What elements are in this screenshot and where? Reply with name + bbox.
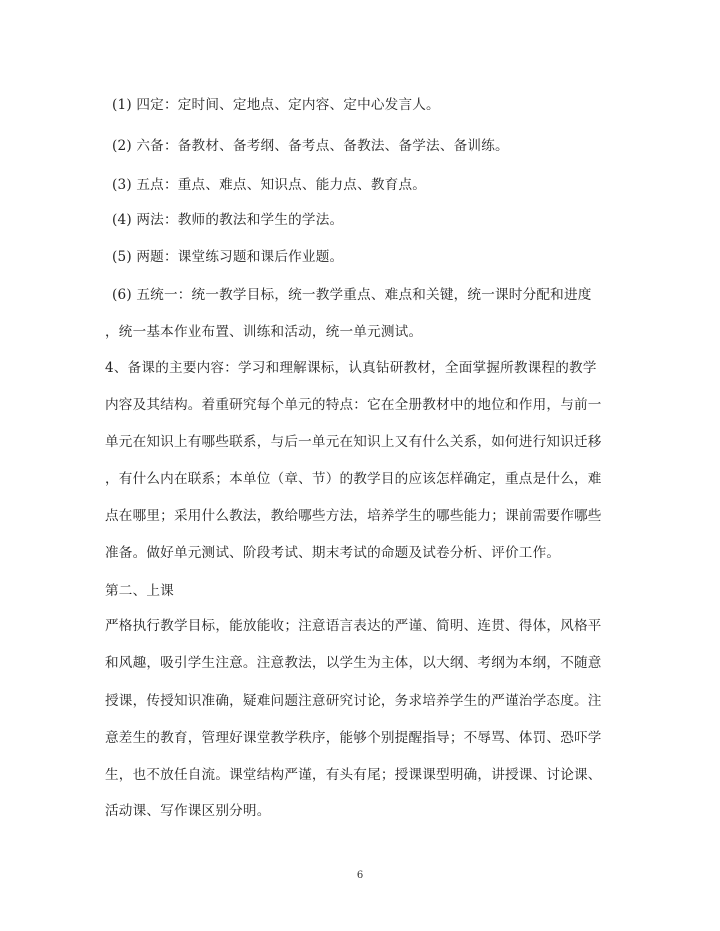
section-2-line: 和风趣，吸引学生注意。注意教法，以学生为主体，以大纲、考纲为本纲，不随意: [105, 655, 602, 671]
section-4-line: 4、备课的主要内容：学习和理解课标，认真钻研教材，全面掌握所教课程的教学: [105, 360, 597, 376]
list-item-1: (1) 四定：定时间、定地点、定内容、定中心发言人。: [112, 97, 440, 113]
section-4-line: 内容及其结构。着重研究每个单元的特点：它在全册教材中的地位和作用，与前一: [105, 397, 602, 413]
section-2-line: 生，也不放任自流。课堂结构严谨，有头有尾；授课课型明确，讲授课、讨论课、: [105, 767, 602, 783]
section-2-line: 活动课、写作课区别分明。: [105, 803, 271, 819]
list-item-6: (6) 五统一：统一教学目标，统一教学重点、难点和关键，统一课时分配和进度: [112, 287, 592, 303]
section-4-line: 点在哪里；采用什么教法，教给哪些方法，培养学生的哪些能力；课前需要作哪些: [105, 508, 602, 524]
section-4-line: ，有什么内在联系；本单位（章、节）的教学目的应该怎样确定，重点是什么，难: [105, 471, 602, 487]
section-4-line: 准备。做好单元测试、阶段考试、期末考试的命题及试卷分析、评价工作。: [105, 545, 561, 561]
page-number: 6: [356, 870, 364, 881]
section-4-line: 单元在知识上有哪些联系，与后一单元在知识上又有什么关系，如何进行知识迁移: [105, 434, 602, 450]
list-item-3: (3) 五点：重点、难点、知识点、能力点、教育点。: [112, 177, 427, 193]
section-2-line: 授课，传授知识准确，疑难问题注意研究讨论，务求培养学生的严谨治学态度。注: [105, 693, 602, 709]
list-item-6-continuation: ，统一基本作业布置、训练和活动，统一单元测试。: [105, 324, 423, 340]
list-item-4: (4) 两法：教师的教法和学生的学法。: [112, 212, 344, 228]
section-2-line: 严格执行教学目标，能放能收；注意语言表达的严谨、简明、连贯、得体，风格平: [105, 618, 602, 634]
list-item-2: (2) 六备：备教材、备考纲、备考点、备教法、备学法、备训练。: [112, 138, 509, 154]
section-heading-class: 第二、上课: [105, 583, 174, 599]
section-2-line: 意差生的教育，管理好课堂教学秩序，能够个别提醒指导；不辱骂、体罚、恐吓学: [105, 730, 602, 746]
list-item-5: (5) 两题：课堂练习题和课后作业题。: [112, 249, 344, 265]
